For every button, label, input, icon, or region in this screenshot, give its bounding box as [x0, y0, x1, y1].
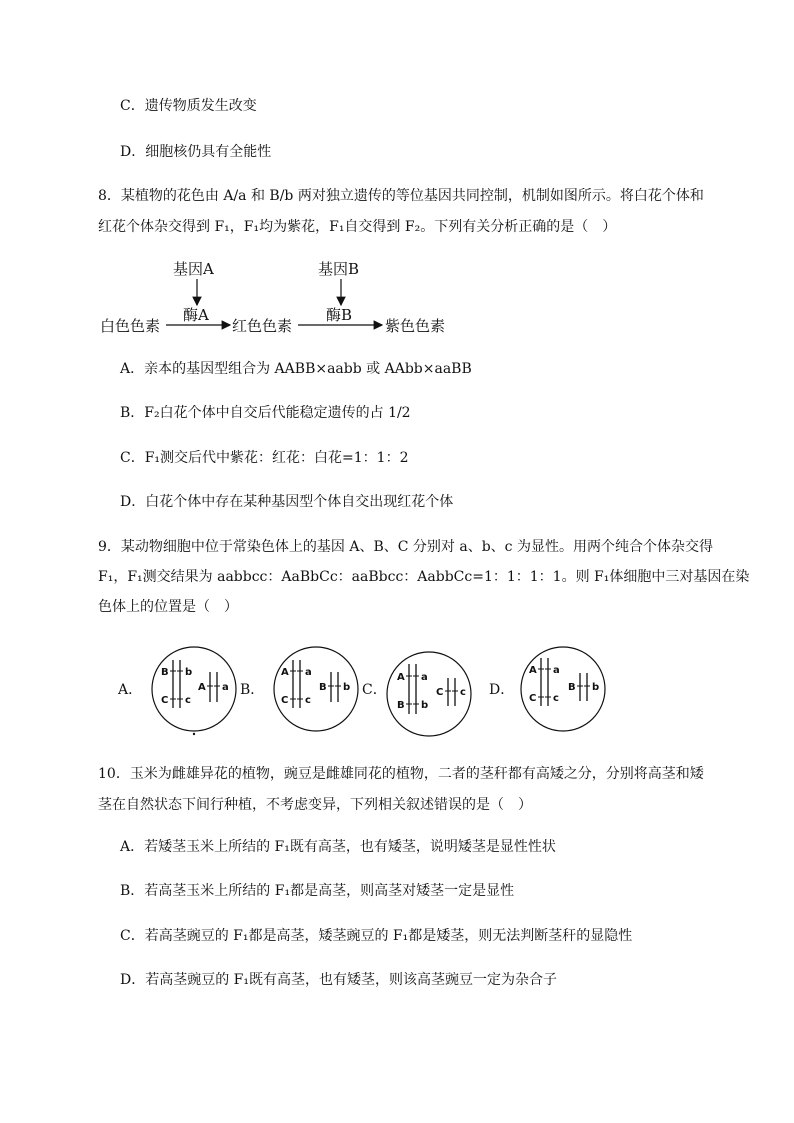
- allele: C: [161, 695, 169, 706]
- q10-option-b: B．若高茎玉米上所结的 F₁都是高茎，则高茎对矮茎一定是显性: [120, 883, 515, 899]
- allele: A: [198, 682, 206, 693]
- cell-d: [521, 647, 605, 731]
- q9-label-d: D．: [489, 682, 515, 698]
- q10-option-a: A．若矮茎玉米上所结的 F₁既有高茎，也有矮茎，说明矮茎是显性性状: [120, 839, 556, 855]
- allele: b: [421, 700, 429, 711]
- allele: B: [568, 682, 576, 693]
- allele: B: [161, 667, 169, 678]
- allele: a: [305, 667, 312, 678]
- red-pigment-label: 红色色素: [232, 317, 293, 335]
- q10-stem-line2: 茎在自然状态下间行种植，不考虑变异，下列相关叙述错误的是（ ）: [98, 797, 532, 813]
- q9-stem-line2: F₁，F₁测交结果为 aabbcc：AaBbCc：aaBbcc：AabbCc=1：1：1：1。则 F₁体细胞中三对基因在染: [98, 569, 750, 585]
- allele: A: [397, 672, 405, 683]
- allele: c: [305, 695, 311, 706]
- q8-stem-line2: 红花个体杂交得到 F₁，F₁均为紫花，F₁自交得到 F₂。下列有关分析正确的是（ ）: [98, 219, 617, 235]
- allele: A: [529, 665, 537, 676]
- enzyme-a-label: 酶A: [183, 306, 209, 324]
- q9-label-a: A．: [118, 682, 143, 698]
- allele: C: [281, 695, 289, 706]
- allele: a: [222, 682, 229, 693]
- q10-option-c: C．若高茎豌豆的 F₁都是高茎，矮茎豌豆的 F₁都是矮茎，则无法判断茎秆的显隐性: [120, 928, 633, 944]
- allele: b: [592, 682, 600, 693]
- gene-b-label: 基因B: [318, 260, 360, 278]
- allele: b: [343, 682, 351, 693]
- q8-option-d: D．白花个体中存在某种基因型个体自交出现红花个体: [120, 494, 454, 510]
- allele: B: [397, 700, 405, 711]
- q8-option-b: B．F₂白花个体中自交后代能稳定遗传的占 1/2: [120, 405, 411, 421]
- q8-option-a: A．亲本的基因型组合为 AABB×aabb 或 AAbb×aaBB: [120, 361, 472, 377]
- q7-option-d: D．细胞核仍具有全能性: [120, 144, 272, 160]
- q8-option-c: C．F₁测交后代中紫花：红花：白花=1：1：2: [120, 450, 409, 466]
- allele: C: [529, 693, 537, 704]
- purple-pigment-label: 紫色色素: [385, 317, 446, 335]
- allele: a: [553, 665, 560, 676]
- q9-label-c: C．: [362, 682, 387, 698]
- cell-b: [274, 647, 358, 731]
- allele: c: [553, 693, 559, 704]
- allele: c: [460, 687, 466, 698]
- q10-option-d: D．若高茎豌豆的 F₁既有高茎，也有矮茎，则该高茎豌豆一定为杂合子: [120, 972, 557, 988]
- white-pigment-label: 白色色素: [100, 317, 161, 335]
- allele: C: [436, 687, 444, 698]
- q9-stem-line1: 9．某动物细胞中位于常染色体上的基因 A、B、C 分别对 a、b、c 为显性。用两个纯合个体杂交得: [98, 539, 713, 555]
- q9-label-b: B．: [240, 682, 265, 698]
- gene-a-label: 基因A: [173, 260, 214, 278]
- cell-a: [152, 647, 236, 731]
- q7-option-c: C．遗传物质发生改变: [120, 98, 257, 114]
- allele: c: [185, 695, 191, 706]
- allele: b: [185, 667, 193, 678]
- allele: B: [319, 682, 327, 693]
- q8-stem-line1: 8．某植物的花色由 A/a 和 B/b 两对独立遗传的等位基因共同控制，机制如图所示。将白花个体和: [98, 188, 704, 204]
- allele: a: [421, 672, 428, 683]
- q9-stem-line3: 色体上的位置是（ ）: [98, 599, 238, 615]
- q10-stem-line1: 10．玉米为雌雄异花的植物，豌豆是雌雄同花的植物，二者的茎秆都有高矮之分，分别将高茎和矮: [98, 766, 704, 782]
- enzyme-b-label: 酶B: [326, 306, 353, 324]
- cell-c: [387, 652, 471, 736]
- dot-mark: [193, 733, 195, 735]
- allele: A: [281, 667, 289, 678]
